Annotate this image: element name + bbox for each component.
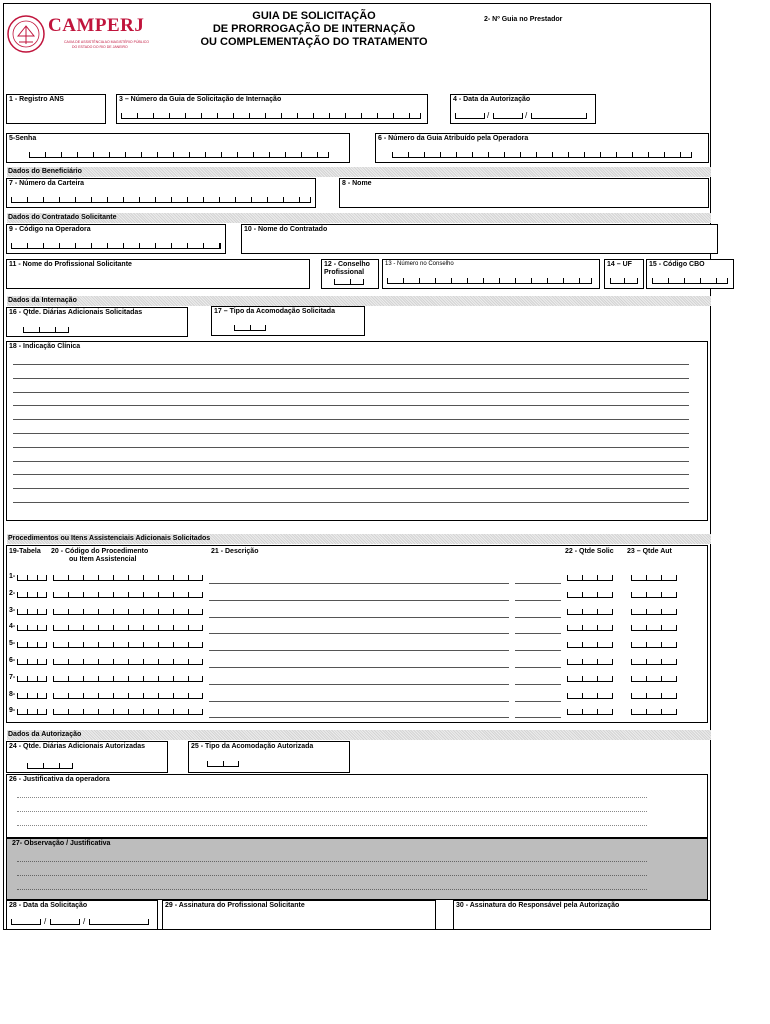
row-codigo-boxes [53, 659, 203, 667]
row-codigo-boxes [53, 625, 203, 633]
data-solicitacao-label: 28 - Data da Solicitação [9, 902, 88, 909]
row-tabela-boxes [17, 693, 47, 701]
cbo-field[interactable] [646, 259, 734, 289]
table-row[interactable] [7, 607, 707, 619]
row-qtde-aut-boxes [631, 592, 677, 600]
indicacao-clinica-line [13, 392, 689, 393]
row-descricao-line [209, 650, 509, 651]
row-qtde-aut-boxes [631, 625, 677, 633]
row-qtde-aut-boxes [631, 575, 677, 583]
carteira-field[interactable] [6, 178, 316, 208]
data-autorizacao-boxes [455, 113, 485, 121]
nome-beneficiario-field[interactable] [339, 178, 709, 208]
procedimentos-table [6, 545, 708, 723]
form-page [3, 3, 711, 930]
section-beneficiario: Dados do Beneficiário [7, 167, 711, 177]
conselho-label-2: Profissional [324, 269, 365, 276]
row-codigo-boxes [53, 642, 203, 650]
row-qtde-solic-boxes [567, 592, 613, 600]
row-tabela-boxes [17, 659, 47, 667]
nome-contratado-field[interactable] [241, 224, 718, 254]
form-title-line3: OU COMPLEMENTAÇÃO DO TRATAMENTO [200, 36, 428, 48]
row-qtde-solic-boxes [567, 676, 613, 684]
row-descricao-line-2 [515, 583, 561, 584]
row-qtde-aut-boxes [631, 609, 677, 617]
row-qtde-aut-boxes [631, 709, 677, 717]
row-descricao-line-2 [515, 717, 561, 718]
data-autorizacao-field[interactable]: 4 - Data da Autorização / / [450, 94, 596, 124]
row-descricao-line-2 [515, 650, 561, 651]
indicacao-clinica-field[interactable] [6, 341, 708, 521]
logo-subtitle-2: DO ESTADO DO RIO DE JANEIRO [72, 45, 128, 49]
diarias-solicitadas-label: 16 - Qtde. Diárias Adicionais Solicitadas [9, 309, 143, 316]
nome-beneficiario-label: 8 - Nome [342, 180, 372, 187]
guia-prestador-label: 2- Nº Guia no Prestador [484, 16, 563, 23]
row-descricao-line-2 [515, 701, 561, 702]
nome-contratado-label: 10 - Nome do Contratado [244, 226, 328, 233]
carteira-label: 7 - Número da Carteira [9, 180, 85, 187]
assinatura-responsavel-label: 30 - Assinatura do Responsável pela Autorização [456, 902, 620, 909]
guia-operadora-label: 6 - Número da Guia Atribuído pela Operadora [378, 135, 529, 142]
table-row[interactable] [7, 707, 707, 719]
codigo-operadora-label: 9 - Código na Operadora [9, 226, 91, 233]
profissional-solicitante-label: 11 - Nome do Profissional Solicitante [9, 261, 132, 268]
row-tabela-boxes [17, 592, 47, 600]
acomodacao-solicitada-field[interactable] [211, 306, 365, 336]
col-qtde-solic: 22 - Qtde Solic [565, 548, 614, 555]
registro-ans-label: 1 - Registro ANS [9, 96, 64, 103]
col-codigo-2: ou Item Assistencial [69, 556, 137, 563]
observacao-field[interactable] [6, 838, 708, 900]
table-row[interactable] [7, 623, 707, 635]
col-tabela: 19-Tabela [9, 548, 41, 555]
row-qtde-aut-boxes [631, 676, 677, 684]
row-number: 4- [9, 623, 16, 631]
cbo-label: 15 - Código CBO [649, 261, 705, 268]
numero-conselho-field[interactable] [382, 259, 600, 289]
camperj-seal-icon [6, 12, 46, 56]
conselho-label: 12 - Conselho [324, 261, 370, 268]
row-qtde-solic-boxes [567, 642, 613, 650]
guia-solicitacao-boxes [121, 113, 421, 121]
row-codigo-boxes [53, 676, 203, 684]
acomodacao-autorizada-field[interactable] [188, 741, 350, 773]
registro-ans-field[interactable] [6, 94, 106, 124]
diarias-autorizadas-label: 24 - Qtde. Diárias Adicionais Autorizadas [9, 743, 146, 750]
row-qtde-solic-boxes [567, 625, 613, 633]
row-qtde-solic-boxes [567, 659, 613, 667]
row-tabela-boxes [17, 625, 47, 633]
row-number: 7- [9, 673, 16, 681]
diarias-solicitadas-field[interactable] [6, 307, 188, 337]
row-number: 9- [9, 707, 16, 715]
row-descricao-line [209, 600, 509, 601]
indicacao-clinica-line [13, 433, 689, 434]
row-descricao-line [209, 667, 509, 668]
data-solicitacao-field[interactable]: 28 - Data da Solicitação / / [6, 900, 158, 930]
uf-field[interactable] [604, 259, 644, 289]
logo-name: CAMPERJ [48, 15, 145, 36]
assinatura-profissional-label: 29 - Assinatura do Profissional Solicitante [165, 902, 305, 909]
numero-conselho-label: 13 - Número no Conselho [385, 261, 454, 267]
guia-operadora-field[interactable] [375, 133, 709, 163]
row-descricao-line [209, 717, 509, 718]
uf-label: 14 – UF [607, 261, 632, 268]
justificativa-operadora-label: 26 - Justificativa da operadora [9, 776, 110, 783]
table-row[interactable] [7, 590, 707, 602]
row-qtde-aut-boxes [631, 642, 677, 650]
indicacao-clinica-line [13, 405, 689, 406]
row-qtde-aut-boxes [631, 659, 677, 667]
table-row[interactable] [7, 640, 707, 652]
row-codigo-boxes [53, 592, 203, 600]
row-number: 8- [9, 690, 16, 698]
logo-subtitle-1: CAIXA DE ASSISTÊNCIA AO MAGISTÉRIO PÚBLICO [64, 40, 149, 44]
acomodacao-solicitada-label: 17 – Tipo da Acomodação Solicitada [214, 308, 335, 315]
row-number: 6- [9, 657, 16, 664]
acomodacao-autorizada-label: 25 - Tipo da Acomodação Autorizada [191, 743, 314, 750]
conselho-field[interactable] [321, 259, 379, 289]
row-tabela-boxes [17, 642, 47, 650]
indicacao-clinica-line [13, 447, 689, 448]
row-descricao-line-2 [515, 667, 561, 668]
row-codigo-boxes [53, 609, 203, 617]
col-descricao: 21 - Descrição [211, 548, 259, 555]
row-qtde-solic-boxes [567, 609, 613, 617]
assinatura-profissional-field[interactable] [162, 900, 436, 930]
row-descricao-line [209, 633, 509, 634]
senha-field[interactable] [6, 133, 350, 163]
indicacao-clinica-line [13, 488, 689, 489]
indicacao-clinica-line [13, 502, 689, 503]
row-number: 3- [9, 606, 16, 614]
form-title-line2: DE PRORROGAÇÃO DE INTERNAÇÃO [212, 23, 416, 35]
section-procedimentos: Procedimentos ou Itens Assistenciais Adicionais Solicitados [7, 534, 711, 544]
row-descricao-line [209, 583, 509, 584]
row-codigo-boxes [53, 709, 203, 717]
indicacao-clinica-line [13, 378, 689, 379]
row-tabela-boxes [17, 609, 47, 617]
form-title-line1: GUIA DE SOLICITAÇÃO [252, 10, 376, 22]
observacao-label: 27- Observação / Justificativa [12, 840, 111, 847]
row-tabela-boxes [17, 676, 47, 684]
table-row[interactable] [7, 573, 707, 585]
section-autorizacao: Dados da Autorização [7, 730, 711, 740]
codigo-operadora-field[interactable] [6, 224, 226, 254]
row-descricao-line-2 [515, 633, 561, 634]
row-descricao-line-2 [515, 617, 561, 618]
row-qtde-solic-boxes [567, 575, 613, 583]
col-qtde-aut: 23 – Qtde Aut [627, 548, 672, 555]
row-number: 1- [9, 573, 16, 580]
row-descricao-line [209, 684, 509, 685]
guia-solicitacao-field[interactable] [116, 94, 428, 124]
indicacao-clinica-line [13, 474, 689, 475]
col-codigo: 20 - Código do Procedimento [51, 548, 149, 555]
table-row[interactable] [7, 691, 707, 703]
row-number: 2- [9, 589, 16, 597]
justificativa-operadora-field[interactable] [6, 774, 708, 838]
data-autorizacao-label: 4 - Data da Autorização [453, 96, 531, 103]
row-codigo-boxes [53, 693, 203, 701]
section-internacao: Dados da Internação [7, 296, 711, 306]
row-number: 5- [9, 640, 16, 648]
row-qtde-solic-boxes [567, 693, 613, 701]
row-descricao-line [209, 617, 509, 618]
row-tabela-boxes [17, 709, 47, 717]
indicacao-clinica-line [13, 461, 689, 462]
row-qtde-solic-boxes [567, 709, 613, 717]
indicacao-clinica-line [13, 419, 689, 420]
diarias-autorizadas-field[interactable] [6, 741, 168, 773]
profissional-solicitante-field[interactable] [6, 259, 310, 289]
row-descricao-line-2 [515, 600, 561, 601]
row-codigo-boxes [53, 575, 203, 583]
row-tabela-boxes [17, 575, 47, 583]
guia-solicitacao-label: 3 – Número da Guia de Solicitação de Internação [119, 96, 282, 103]
senha-label: 5-Senha [9, 135, 37, 142]
assinatura-responsavel-field[interactable] [453, 900, 711, 930]
row-qtde-aut-boxes [631, 693, 677, 701]
table-row[interactable] [7, 657, 707, 669]
row-descricao-line [209, 701, 509, 702]
table-row[interactable] [7, 674, 707, 686]
indicacao-clinica-label: 18 - Indicação Clínica [9, 343, 81, 350]
section-contratado: Dados do Contratado Solicitante [7, 213, 711, 223]
row-descricao-line-2 [515, 684, 561, 685]
indicacao-clinica-line [13, 364, 689, 365]
